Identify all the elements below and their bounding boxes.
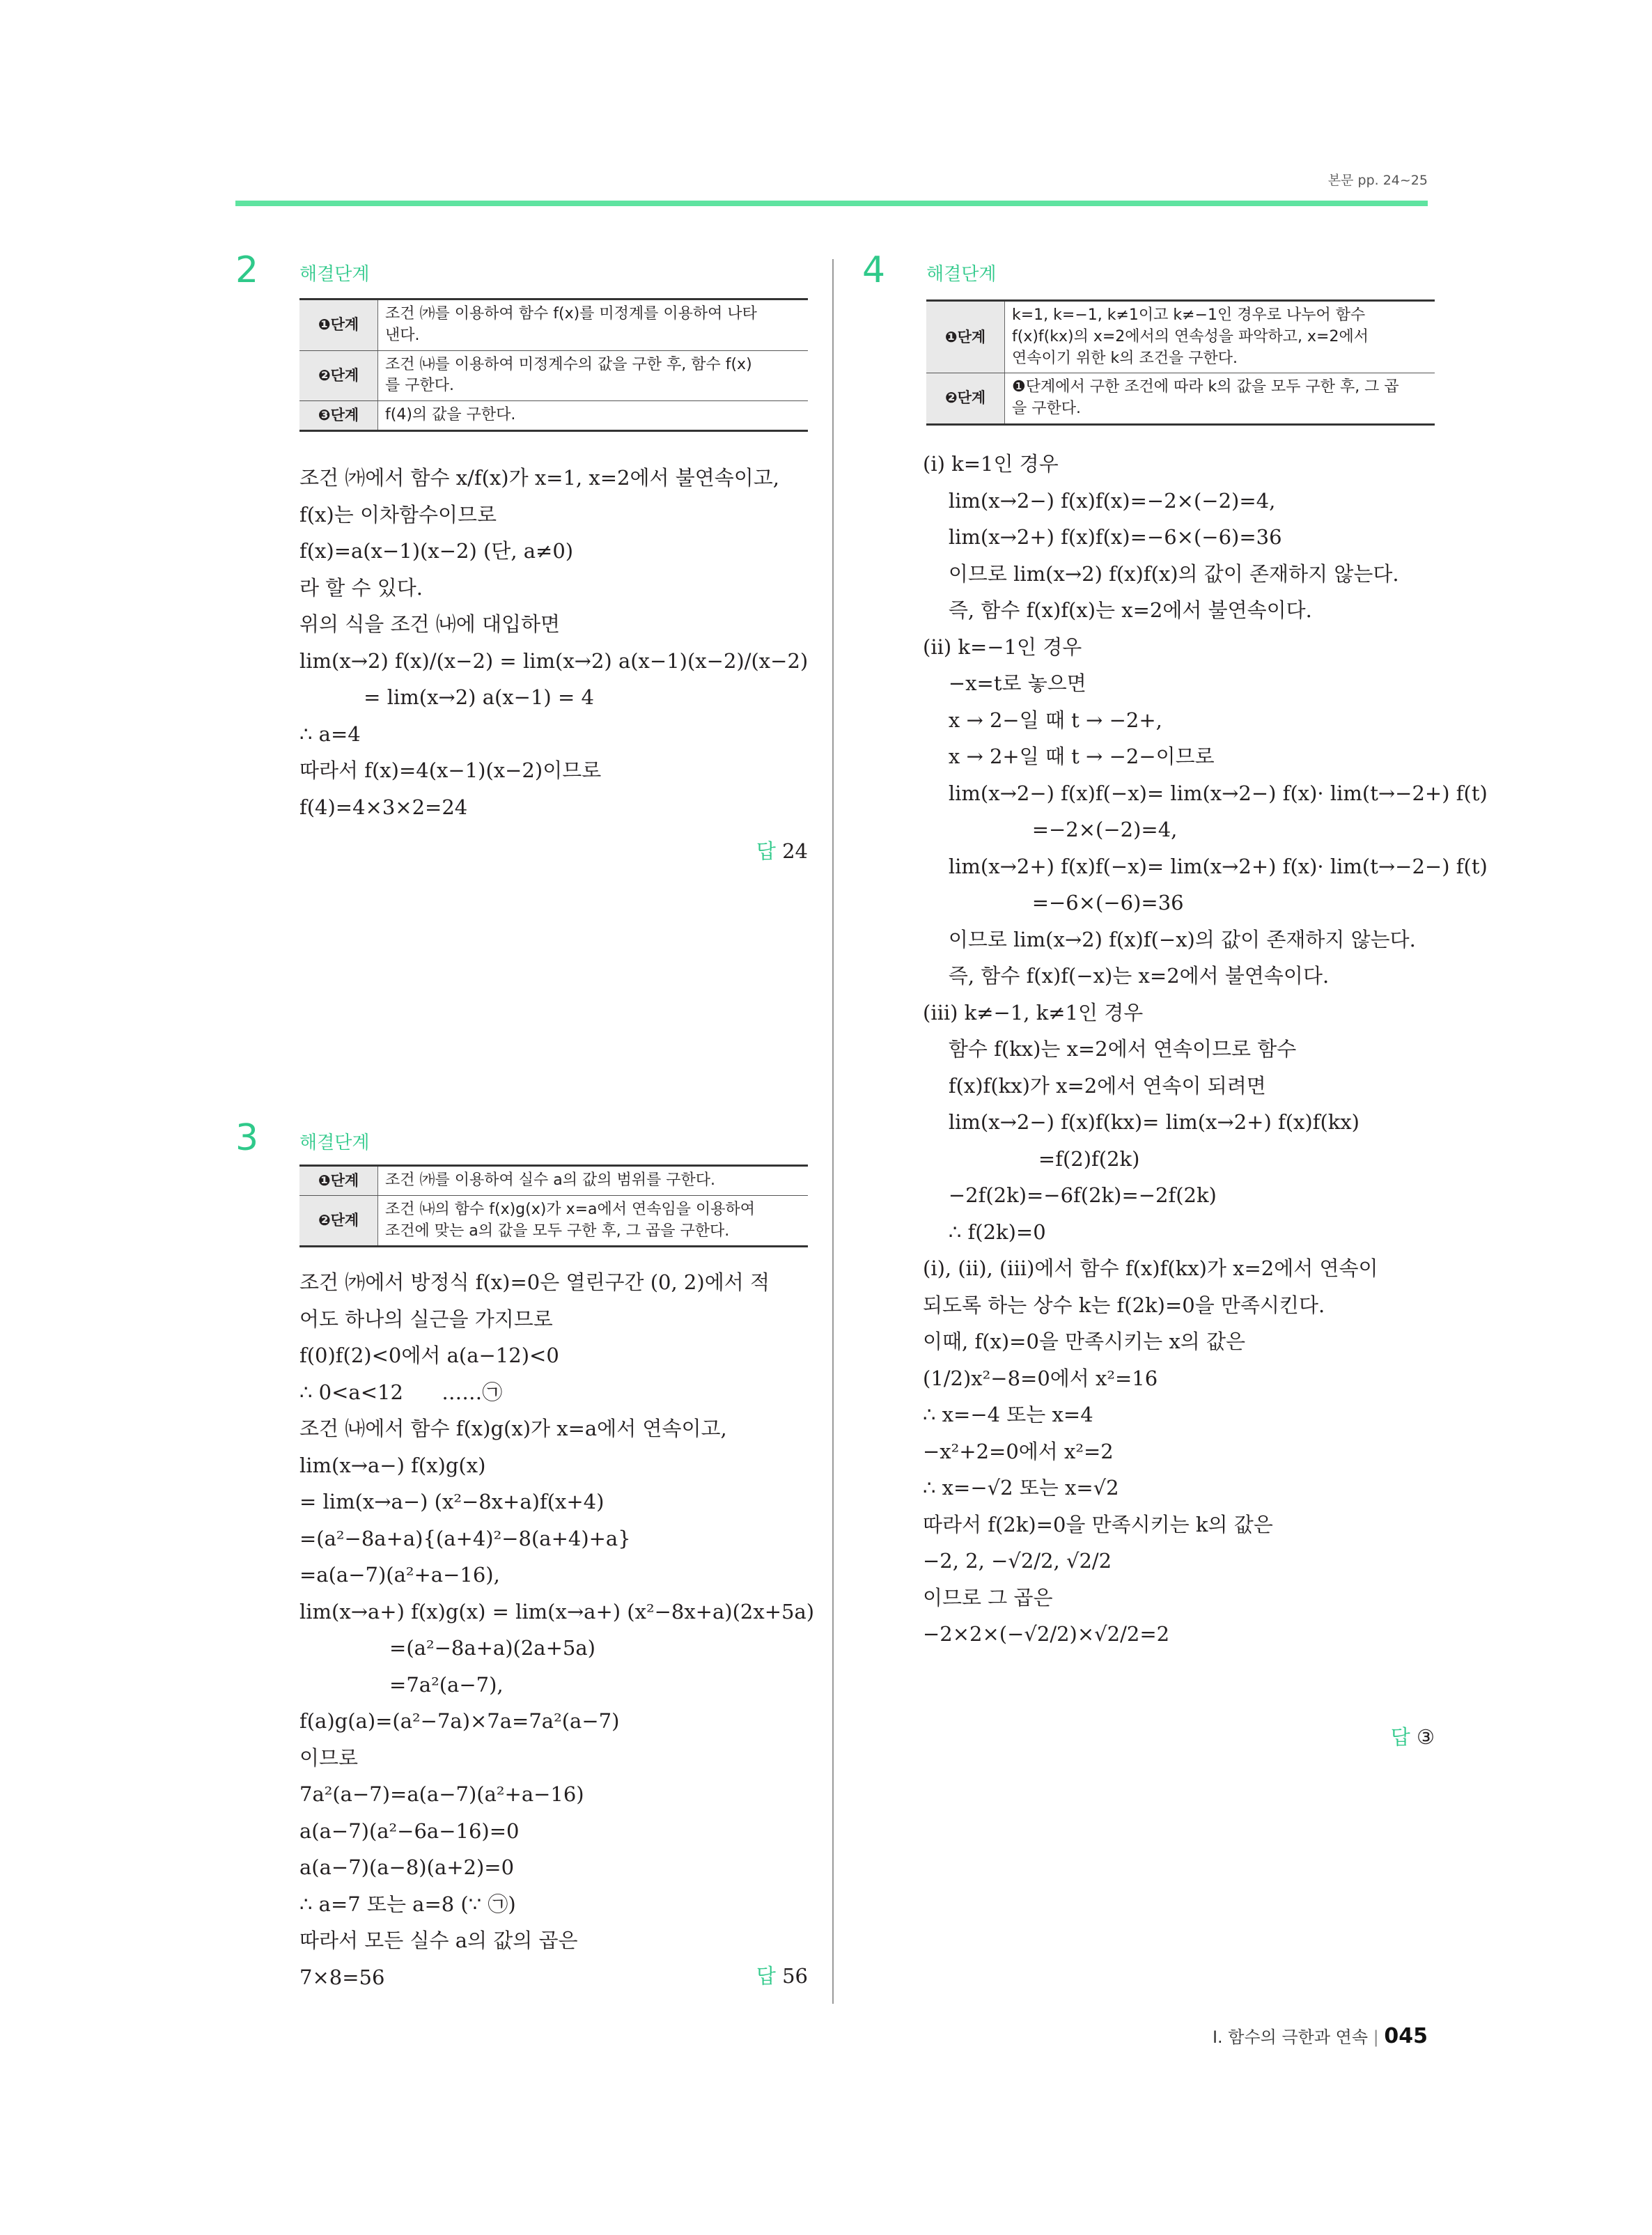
solution-line: ∴ x=−4 또는 x=4 (923, 1403, 1093, 1426)
solution-line: =−6×(−6)=36 (923, 891, 1184, 914)
stage-row (299, 350, 808, 401)
stage-text: 조건 ㈏의 함수 f(x)g(x)가 x=a에서 연속임을 이용하여 조건에 맞는 a의 값을 모두 구한 후, 그 곱을 구한다. (378, 1195, 809, 1247)
solution-line: =f(2)f(2k) (923, 1146, 1140, 1171)
solution-line: 어도 하나의 실근을 가지므로 (299, 1307, 553, 1331)
stage-step: ❷단계 (299, 350, 378, 401)
solution-line: 이므로 lim(x→2) f(x)f(x)의 값이 존재하지 않는다. (923, 561, 1399, 586)
solution-line: lim(x→a+) f(x)g(x) = lim(x→a+) (x²−8x+a)(2x+5a) (299, 1599, 815, 1623)
stage-text: 조건 ㈏를 이용하여 미정계수의 값을 구한 후, 함수 f(x) 를 구한다. (378, 350, 809, 401)
stage-step: ❶단계 (299, 1166, 378, 1196)
solution-line: 되도록 하는 상수 k는 f(2k)=0을 만족시킨다. (923, 1293, 1325, 1317)
solution-line: 이때, f(x)=0을 만족시키는 x의 값은 (923, 1330, 1246, 1353)
solution-line: (ⅰ), (ⅱ), (ⅲ)에서 함수 f(x)f(kx)가 x=2에서 연속이 (923, 1256, 1378, 1280)
problem-2-stage-label: 해결단계 (299, 264, 370, 285)
solution-line: =a(a−7)(a²+a−16), (299, 1563, 500, 1587)
problem-3-stage-label: 해결단계 (299, 1132, 370, 1153)
solution-line: lim(x→2+) f(x)f(x)=−6×(−6)=36 (923, 525, 1282, 549)
solution-line: 조건 ㈎에서 방정식 f(x)=0은 열린구간 (0, 2)에서 적 (299, 1270, 770, 1294)
solution-line: lim(x→2+) f(x)f(−x)= lim(x→2+) f(x)· lim(t→−2−) f(t) (923, 854, 1488, 878)
solution-line: lim(x→2−) f(x)f(x)=−2×(−2)=4, (923, 488, 1276, 513)
solution-line: a(a−7)(a²−6a−16)=0 (299, 1819, 520, 1843)
page-number: 045 (1384, 2024, 1428, 2048)
stage-text: k=1, k=−1, k≠1이고 k≠−1인 경우로 나누어 함수 f(x)f(kx)의 x=2에서의 연속성을 파악하고, x=2에서 연속이기 위한 k의 조건을 구한다. (1005, 301, 1435, 373)
answer-value: ③ (1417, 1725, 1435, 1749)
column-divider (832, 259, 834, 2004)
problem-4-solution (923, 446, 1488, 1653)
stage-step: ❷단계 (299, 1195, 378, 1247)
solution-line: 7a²(a−7)=a(a−7)(a²+a−16) (299, 1782, 584, 1806)
problem-3-answer (689, 1961, 808, 1989)
solution-line: (ⅲ) k≠−1, k≠1인 경우 (923, 1000, 1144, 1025)
solution-line: x → 2+일 때 t → −2−이므로 (923, 745, 1215, 768)
problem-2-stage-table (299, 298, 808, 432)
solution-line: ∴ 0<a<12 ……㉠ (299, 1380, 503, 1404)
problem-4-stage-table (926, 299, 1435, 426)
page-reference: 본문 pp. 24~25 (1327, 173, 1428, 188)
page-footer: Ⅰ. 함수의 극한과 연속 | 045 (1212, 2024, 1428, 2048)
solution-line: 이므로 (299, 1745, 359, 1770)
problem-4-number: 4 (862, 249, 886, 291)
answer-label: 답 (756, 1964, 776, 1988)
stage-row (299, 299, 808, 351)
answer-value: 24 (782, 839, 808, 863)
solution-line: ∴ a=4 (299, 722, 361, 746)
problem-2-answer (689, 836, 808, 864)
solution-line: 조건 ㈏에서 함수 f(x)g(x)가 x=a에서 연속이고, (299, 1417, 727, 1440)
solution-line: lim(x→a−) f(x)g(x) (299, 1453, 486, 1477)
header-rule (235, 201, 1428, 206)
solution-line: ∴ a=7 또는 a=8 (∵ ㉠) (299, 1892, 516, 1916)
solution-line: 따라서 모든 실수 a의 값의 곱은 (299, 1929, 578, 1952)
solution-line: 따라서 f(2k)=0을 만족시키는 k의 값은 (923, 1512, 1273, 1536)
solution-line: 라 할 수 있다. (299, 575, 423, 600)
stage-row (299, 1166, 808, 1196)
solution-line: (ⅱ) k=−1인 경우 (923, 634, 1082, 659)
solution-line: (1/2)x²−8=0에서 x²=16 (923, 1366, 1158, 1390)
solution-line: = lim(x→2) a(x−1) = 4 (299, 685, 594, 709)
problem-4-stage-label: 해결단계 (926, 264, 997, 285)
solution-line: 7×8=56 (299, 1965, 385, 1989)
solution-line: −2, 2, −√2/2, √2/2 (923, 1549, 1112, 1573)
stage-text: 조건 ㈎를 이용하여 실수 a의 값의 범위를 구한다. (378, 1166, 809, 1196)
solution-line: =(a²−8a+a)(2a+5a) (299, 1636, 595, 1660)
stage-row (926, 301, 1435, 373)
stage-row (299, 1195, 808, 1247)
solution-line: lim(x→2) f(x)/(x−2) = lim(x→2) a(x−1)(x−2)/(x−2) (299, 648, 809, 673)
problem-2-number: 2 (235, 249, 259, 291)
solution-line: 즉, 함수 f(x)f(x)는 x=2에서 불연속이다. (923, 598, 1312, 622)
chapter-title: Ⅰ. 함수의 극한과 연속 (1212, 2027, 1369, 2047)
problem-2-solution (299, 460, 815, 825)
stage-step: ❸단계 (299, 401, 378, 431)
solution-line: ∴ x=−√2 또는 x=√2 (923, 1476, 1119, 1500)
solution-line: =7a²(a−7), (299, 1672, 504, 1697)
solution-line: x → 2−일 때 t → −2+, (923, 708, 1162, 732)
problem-3-solution (299, 1264, 815, 1995)
solution-line: 함수 f(kx)는 x=2에서 연속이므로 함수 (923, 1037, 1297, 1061)
solution-line: lim(x→2−) f(x)f(kx)= lim(x→2+) f(x)f(kx) (923, 1110, 1359, 1134)
solution-line: = lim(x→a−) (x²−8x+a)f(x+4) (299, 1490, 605, 1513)
solution-line: lim(x→2−) f(x)f(−x)= lim(x→2−) f(x)· lim(t→−2+) f(t) (923, 781, 1488, 805)
solution-line: 따라서 f(x)=4(x−1)(x−2)이므로 (299, 758, 602, 782)
solution-line: −x²+2=0에서 x²=2 (923, 1439, 1114, 1463)
solution-line: f(a)g(a)=(a²−7a)×7a=7a²(a−7) (299, 1709, 620, 1733)
stage-step: ❶단계 (299, 299, 378, 351)
stage-text: 조건 ㈎를 이용하여 함수 f(x)를 미정계를 이용하여 나타 낸다. (378, 299, 809, 351)
solution-line: −2×2×(−√2/2)×√2/2=2 (923, 1622, 1170, 1646)
solution-line: (ⅰ) k=1인 경우 (923, 452, 1059, 476)
stage-step: ❶단계 (926, 301, 1005, 373)
solution-line: −x=t로 놓으면 (923, 671, 1086, 695)
problem-4-answer (1316, 1722, 1435, 1750)
solution-line: −2f(2k)=−6f(2k)=−2f(2k) (923, 1183, 1217, 1207)
solution-line: =(a²−8a+a){(a+4)²−8(a+4)+a} (299, 1526, 631, 1550)
stage-text: f(4)의 값을 구한다. (378, 401, 809, 431)
solution-line: =−2×(−2)=4, (923, 818, 1178, 841)
stage-row (299, 401, 808, 431)
answer-label: 답 (756, 839, 776, 863)
stage-text: ❶단계에서 구한 조건에 따라 k의 값을 모두 구한 후, 그 곱 을 구한다. (1005, 373, 1435, 425)
solution-line: 즉, 함수 f(x)f(−x)는 x=2에서 불연속이다. (923, 964, 1330, 988)
solution-line: f(0)f(2)<0에서 a(a−12)<0 (299, 1344, 559, 1367)
solution-line: 위의 식을 조건 ㈏에 대입하면 (299, 612, 561, 636)
solution-line: 조건 ㈎에서 함수 x/f(x)가 x=1, x=2에서 불연속이고, (299, 466, 779, 490)
solution-line: f(x)는 이차함수이므로 (299, 502, 497, 527)
answer-value: 56 (782, 1964, 808, 1988)
answer-label: 답 (1390, 1725, 1410, 1749)
solution-line: a(a−7)(a−8)(a+2)=0 (299, 1855, 515, 1879)
problem-3-number: 3 (235, 1117, 259, 1159)
solution-line: ∴ f(2k)=0 (923, 1220, 1046, 1244)
solution-line: 이므로 그 곱은 (923, 1585, 1053, 1610)
problem-3-stage-table (299, 1165, 808, 1247)
solution-line: f(x)f(kx)가 x=2에서 연속이 되려면 (923, 1073, 1266, 1098)
solution-line: f(4)=4×3×2=24 (299, 795, 468, 819)
solution-line: 이므로 lim(x→2) f(x)f(−x)의 값이 존재하지 않는다. (923, 927, 1416, 951)
stage-step: ❷단계 (926, 373, 1005, 425)
stage-row (926, 373, 1435, 425)
solution-line: f(x)=a(x−1)(x−2) (단, a≠0) (299, 539, 574, 563)
